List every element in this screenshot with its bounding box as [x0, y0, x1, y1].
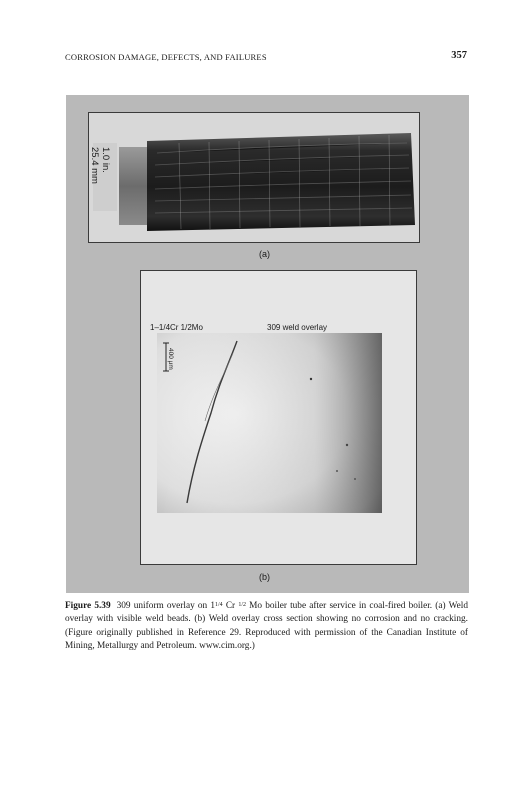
figure-label: Figure 5.39: [65, 601, 111, 611]
panel-a-scale-label: [89, 143, 115, 207]
cross-section-micrograph: [141, 333, 416, 518]
page-number: 357: [451, 50, 467, 61]
weld-overlay-label: 309 weld overlay: [267, 323, 328, 332]
caption-fraction-1: 1/4: [215, 602, 223, 608]
running-head: CORROSION DAMAGE, DEFECTS, AND FAILURES: [65, 52, 267, 62]
figure: [66, 95, 469, 593]
caption-text-1: 309 uniform overlay on 1: [116, 601, 215, 611]
weld-overlay-tube-photo: [89, 113, 419, 242]
panel-a-label: (a): [259, 249, 270, 259]
scale-a-mm: 25.4 mm: [89, 147, 100, 184]
micrograph-scale-bar-label: 400 μm: [167, 348, 174, 370]
caption-fraction-2: 1/2: [238, 602, 246, 608]
panel-b-label: (b): [259, 572, 270, 582]
caption-text-3: Mo boiler tube after service in coal-fired boiler. (a) Weld overlay with visible weld beads. (b) Weld overlay cross section showing no corrosion and no cracking. (Figure originally published in Reference 29. Reproduced with permission of the Canadian Institute of Mining, Metallurgy and Petroleum. www.cim.org.): [65, 601, 468, 652]
base-metal-label: 1–1/4Cr 1/2Mo: [150, 323, 203, 332]
figure-caption: [65, 599, 468, 654]
panel-b-micrograph-frame: [140, 270, 417, 565]
scale-a-inches: 1.0 in.: [100, 147, 111, 173]
caption-text-2: Cr: [222, 601, 239, 611]
panel-a-photo-frame: [88, 112, 420, 243]
